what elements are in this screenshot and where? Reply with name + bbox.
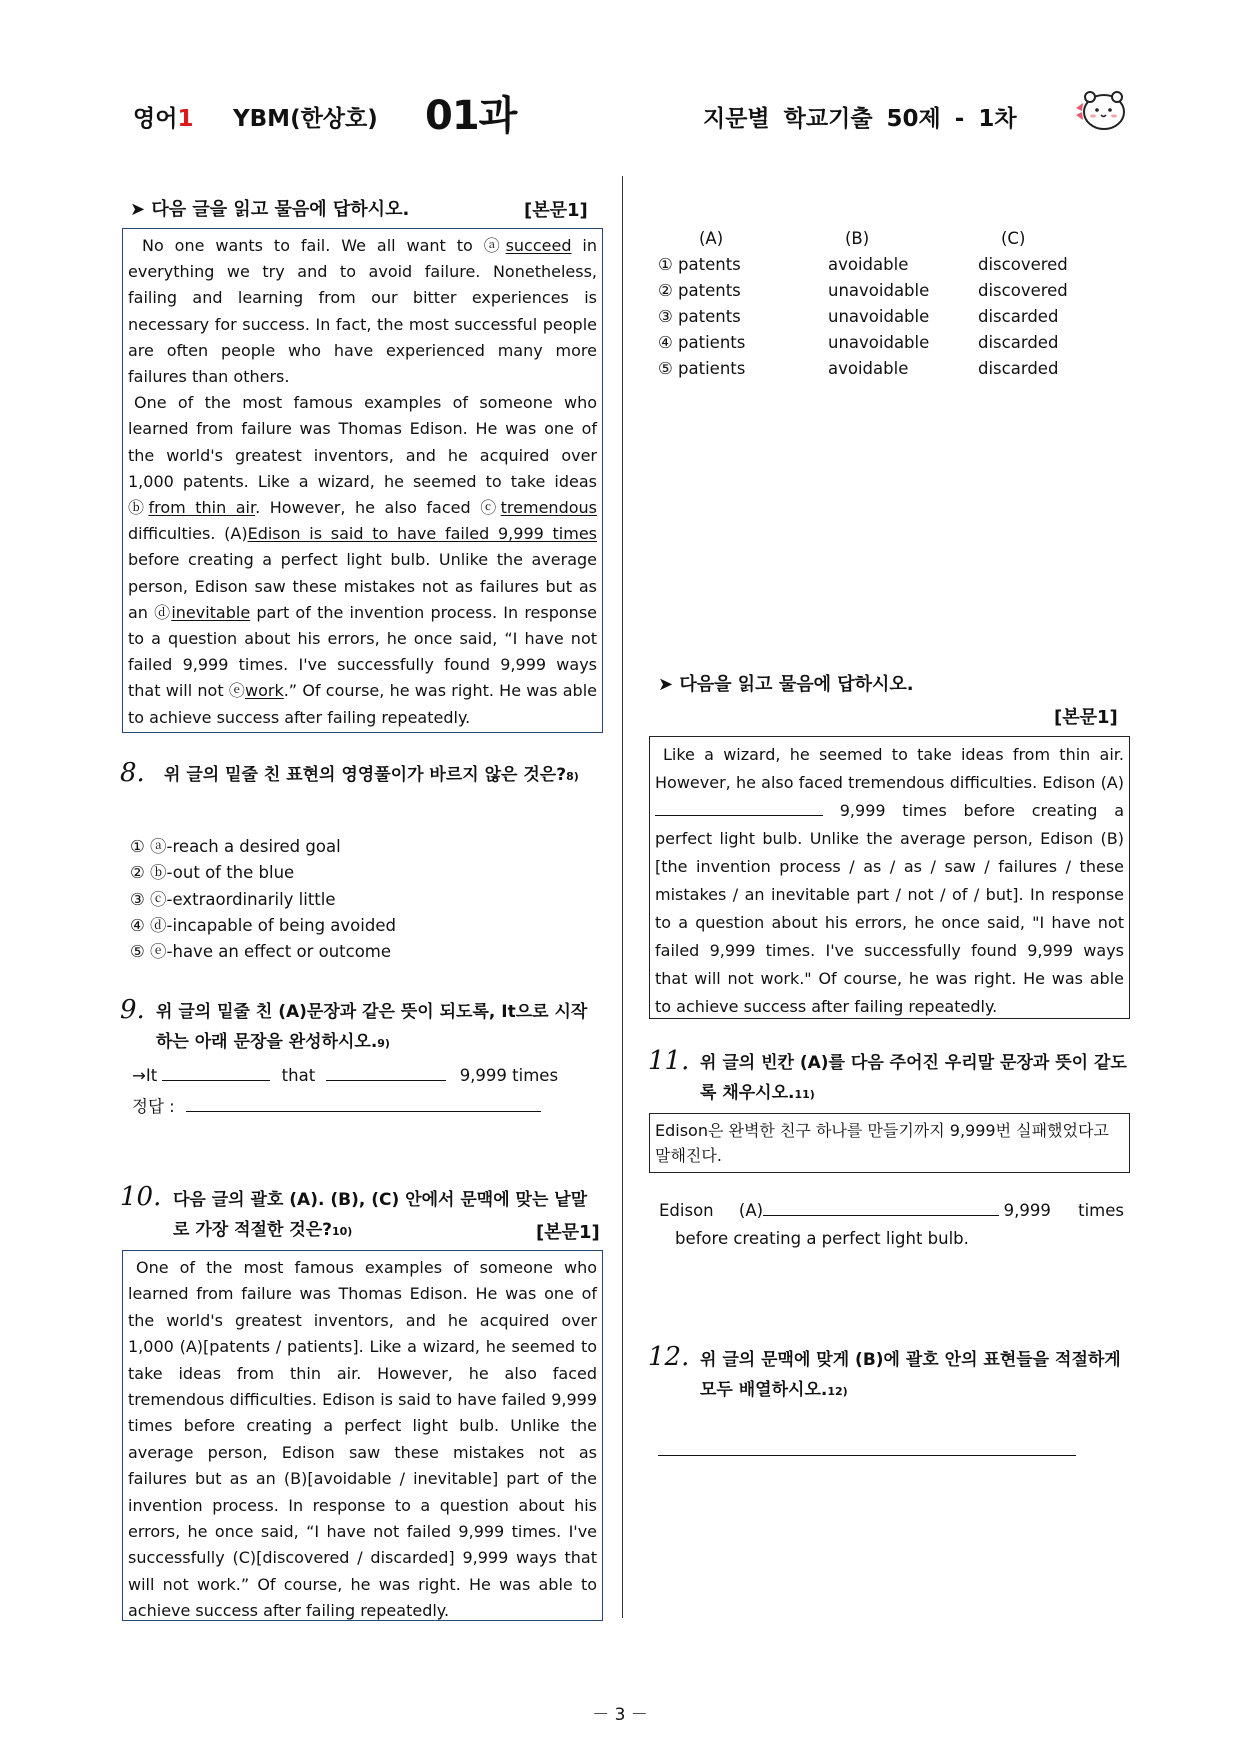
table-row[interactable]: ② patents unavoidable discovered [658, 281, 1068, 300]
q9-text: 위 글의 밑줄 친 (A)문장과 같은 뜻이 되도록, It으로 시작하는 아래 문장을 완성하시오.9) [156, 1002, 588, 1052]
q11-text: 위 글의 빈칸 (A)를 다음 주어진 우리말 문장과 뜻이 같도록 채우시오.11) [700, 1053, 1127, 1103]
q8-number: 8. [120, 758, 145, 788]
q8-choice[interactable]: ② ⓑ-out of the blue [130, 863, 295, 883]
instruction-right: ➤ 다음을 읽고 물음에 답하시오. [658, 674, 914, 695]
q10-answer-table [658, 226, 1068, 382]
page-title: 지문별 학교기출 50제 - 1차 [703, 106, 1017, 132]
column-divider [622, 176, 623, 1618]
instruction-left: ➤ 다음 글을 읽고 물음에 답하시오. [130, 199, 410, 220]
q9-blank-2[interactable] [326, 1080, 446, 1081]
q8-choice[interactable]: ③ ⓒ-extraordinarily little [130, 889, 336, 909]
q8-text: 위 글의 밑줄 친 표현의 영영풀이가 바르지 않은 것은?8) [164, 765, 579, 785]
q11-number: 11. [648, 1046, 690, 1076]
q8-choice[interactable]: ⑤ ⓔ-have an effect or outcome [130, 942, 392, 962]
q10-number: 10. [120, 1182, 162, 1212]
passage-box-1: No one wants to fail. We all want to ⓐsucceed in everything we try and to avoid failure. Nonetheless, failing and learning from our bitter experiences is necessary for success. In fact, the most successful people are often people who have experienced many more failures than others. One of the most famous examples of someone who learned from failure was Thomas Edison. He was one of the world's greatest inventors, and he acquired over 1,000 patents. Like a wizard, he seemed to take ideas ⓑfrom thin air. However, he also faced ⓒtremendous difficulties. (A)Edison is said to have failed 9,999 times before creating a perfect light bulb. Unlike the average person, Edison saw these mistakes not as failures but as an ⓓinevitable part of the invention process. In response to a question about his errors, he once said, “I have not failed 9,999 times. I've successfully found 9,999 ways that will not ⓔwork.” Of course, he was right. He was able to achieve success after failing repeatedly. [122, 228, 603, 733]
q9-answer-blank[interactable] [186, 1111, 541, 1112]
q9-blank-1[interactable] [162, 1080, 270, 1081]
passage-box-q10: One of the most famous examples of someone who learned from failure was Thomas Edison. He was one of the world's greatest inventors, and he acquired over 1,000 (A)[patents / patients]. Like a wizard, he seemed to take ideas from thin air. However, he also faced tremendous difficulties. Edison is said to have failed 9,999 times before creating a perfect light bulb. Unlike the average person, Edison saw these mistakes not as failures but as an (B)[avoidable / inevitable] part of the invention process. In response to a question about his errors, he once said, “I have not failed 9,999 times. I've successfully (C)[discovered / discarded] 9,999 ways that will not work.” Of course, he was right. He was able to achieve success after failing repeatedly. [122, 1250, 603, 1621]
publisher-label: YBM(한상호) [233, 106, 378, 132]
table-row[interactable]: ③ patents unavoidable discarded [658, 307, 1059, 326]
source-tag-left: [본문1] [524, 200, 588, 221]
q11-korean-box: Edison은 완벽한 친구 하나를 만들기까지 9,999번 실패했었다고 말해진다. [649, 1113, 1130, 1173]
table-row[interactable]: ⑤ patients avoidable discarded [658, 359, 1059, 378]
page-number: － 3 － [592, 1705, 648, 1725]
subject-label: 영어1 [133, 106, 194, 132]
q8-choice[interactable]: ① ⓐ-reach a desired goal [130, 837, 341, 856]
q11-answer-blank[interactable] [763, 1215, 999, 1216]
table-header: (A) (B) (C) [699, 229, 1026, 248]
q12-number: 12. [648, 1342, 690, 1372]
q9-number: 9. [120, 995, 145, 1025]
q8-choices [130, 834, 396, 965]
q8-choice[interactable]: ④ ⓓ-incapable of being avoided [130, 915, 396, 935]
q9-answer-line: →It that 9,999 times [132, 1066, 559, 1085]
q9-answer-row: 정답 : [132, 1093, 541, 1117]
passage-box-2: Like a wizard, he seemed to take ideas from thin air. However, he also faced tremendous difficulties. Edison (A) 9,999 times before creating a perfect light bulb. Unlike the average person, Edison (B)[the invention process / as / as / saw / failures / these mistakes / an inevitable part / not / of / but]. In response to a question about his errors, he once said, "I have not failed 9,999 times. I've successfully found 9,999 ways that will not work." Of course, he was right. He was able to achieve success after failing repeatedly. [649, 736, 1130, 1019]
q10-source-tag: [본문1] [536, 1222, 600, 1243]
table-row[interactable]: ④ patients unavoidable discarded [658, 333, 1059, 352]
q12-text: 위 글의 문맥에 맞게 (B)에 괄호 안의 표현들을 적절하게 모두 배열하시오.12) [700, 1350, 1121, 1400]
table-row[interactable]: ① patents avoidable discovered [658, 255, 1068, 274]
bear-mascot-icon [1074, 88, 1130, 138]
q10-text: 다음 글의 괄호 (A). (B), (C) 안에서 문맥에 맞는 낱말로 가장 적절한 것은?10) [173, 1190, 588, 1240]
q11-answer-rest: before creating a perfect light bulb. [675, 1229, 969, 1248]
q12-answer-blank[interactable] [658, 1455, 1076, 1456]
passage-blank-A [655, 815, 823, 816]
lesson-title: 01과 [425, 93, 517, 139]
source-tag-right: [본문1] [1054, 707, 1118, 728]
q11-answer-line: Edison (A) 9,999 times [659, 1201, 1124, 1220]
